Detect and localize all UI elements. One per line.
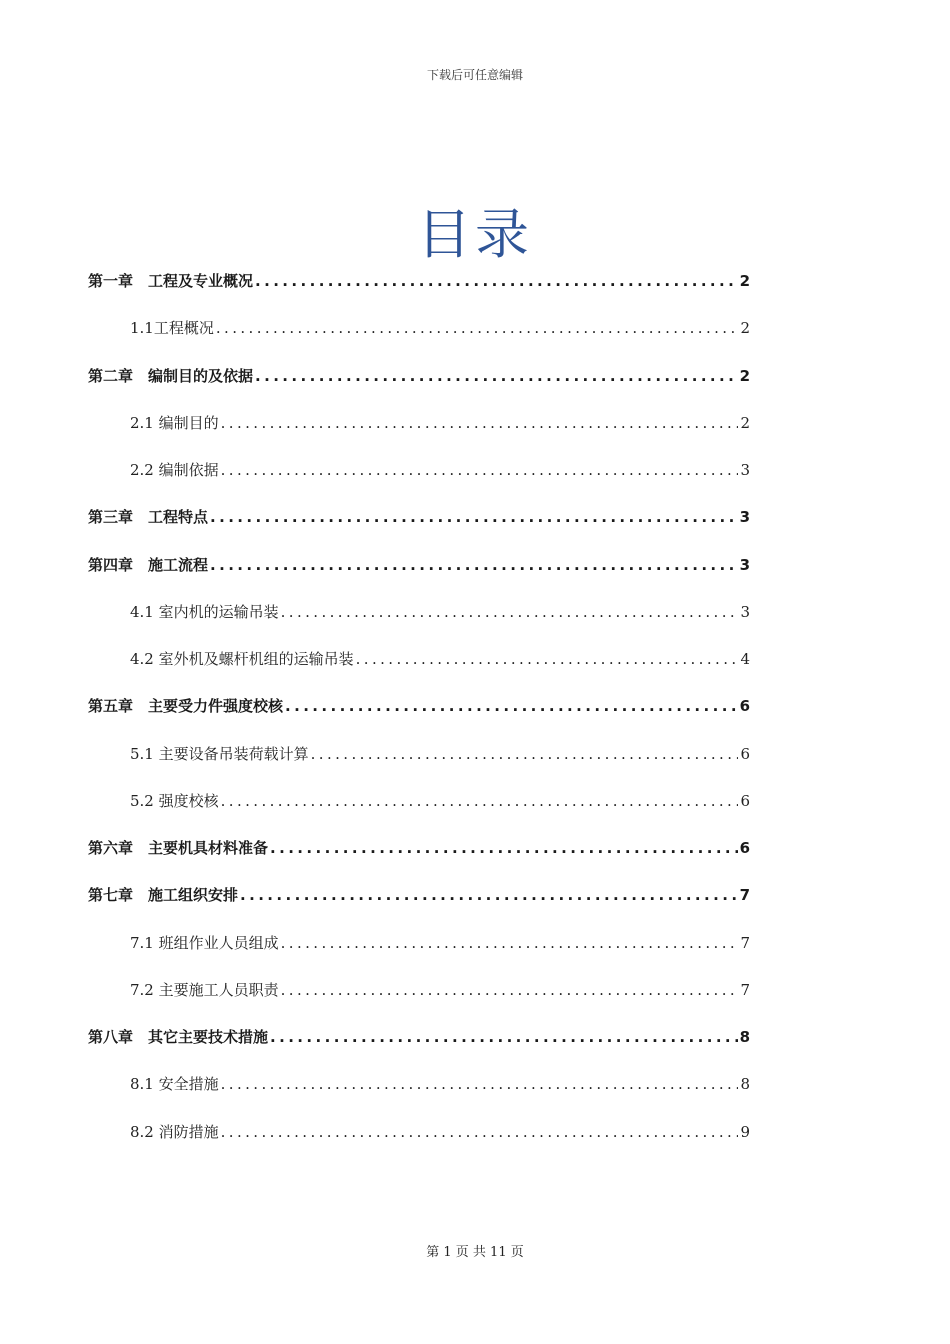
- toc-dot-leader: [240, 884, 738, 906]
- toc-dot-leader: [356, 648, 739, 670]
- toc-entry-label: 7.2 主要施工人员职责: [130, 980, 279, 999]
- toc-entry-page-number: 6: [740, 791, 750, 810]
- toc-dot-leader: [281, 979, 739, 1001]
- toc-entry-page-number: 2: [740, 319, 750, 338]
- toc-entry-label: 第三章 工程特点: [88, 508, 209, 527]
- toc-dot-leader: [221, 459, 739, 481]
- toc-dot-leader: [210, 506, 738, 528]
- toc-section-entry[interactable]: [88, 979, 750, 1026]
- toc-entry-label: 5.2 强度校核: [130, 791, 219, 810]
- toc-chapter-entry[interactable]: [88, 554, 750, 601]
- toc-dot-leader: [221, 1121, 739, 1143]
- table-of-contents: [88, 270, 750, 1168]
- toc-entry-page-number: 6: [739, 697, 750, 716]
- toc-dot-leader: [281, 601, 739, 623]
- page-number-footer: 第 1 页 共 11 页: [426, 1245, 524, 1260]
- toc-entry-label: 2.1 编制目的: [130, 413, 219, 432]
- toc-entry-label: 第一章 工程及专业概况: [88, 272, 254, 290]
- toc-section-entry[interactable]: [88, 743, 750, 790]
- toc-dot-leader: [270, 837, 738, 859]
- header-note: 下载后可任意编辑: [426, 68, 523, 82]
- toc-entry-page-number: 2: [739, 366, 750, 385]
- toc-dot-leader: [270, 1026, 738, 1048]
- toc-dot-leader: [221, 790, 739, 812]
- toc-entry-label: 第六章 主要机具材料准备: [88, 839, 269, 857]
- toc-entry-page-number: 3: [739, 508, 750, 527]
- toc-entry-label: 2.2 编制依据: [130, 461, 219, 479]
- toc-entry-label: 第八章 其它主要技术措施: [88, 1028, 269, 1046]
- toc-entry-label: 8.2 消防措施: [130, 1122, 219, 1141]
- toc-entry-label: 第四章 施工流程: [88, 555, 209, 574]
- toc-dot-leader: [221, 1073, 739, 1095]
- toc-entry-label: 5.1 主要设备吊装荷载计算: [130, 744, 309, 763]
- toc-entry-page-number: 2: [740, 413, 750, 432]
- toc-dot-leader: [281, 932, 739, 954]
- page-title: 目录: [417, 203, 533, 267]
- toc-chapter-entry[interactable]: [88, 365, 750, 412]
- toc-entry-page-number: 4: [740, 650, 750, 668]
- toc-section-entry[interactable]: [88, 1073, 750, 1120]
- toc-entry-page-number: 6: [740, 744, 750, 763]
- toc-chapter-entry[interactable]: [88, 270, 750, 317]
- toc-entry-page-number: 3: [739, 555, 750, 574]
- toc-dot-leader: [216, 317, 739, 339]
- toc-entry-label: 第二章 编制目的及依据: [88, 366, 254, 385]
- toc-chapter-entry[interactable]: [88, 506, 750, 553]
- toc-dot-leader: [221, 412, 739, 434]
- toc-entry-label: 7.1 班组作业人员组成: [130, 933, 279, 952]
- toc-entry-page-number: 8: [739, 1028, 750, 1046]
- toc-dot-leader: [311, 743, 739, 765]
- toc-entry-page-number: 3: [740, 461, 750, 479]
- toc-entry-label: 第七章 施工组织安排: [88, 886, 239, 905]
- toc-section-entry[interactable]: [88, 601, 750, 648]
- toc-dot-leader: [255, 270, 738, 292]
- toc-entry-page-number: 8: [740, 1075, 750, 1094]
- toc-chapter-entry[interactable]: [88, 837, 750, 884]
- toc-entry-label: 第五章 主要受力件强度校核: [88, 697, 284, 716]
- toc-chapter-entry[interactable]: [88, 1026, 750, 1073]
- toc-section-entry[interactable]: [88, 648, 750, 695]
- toc-section-entry[interactable]: [88, 932, 750, 979]
- toc-section-entry[interactable]: [88, 459, 750, 506]
- toc-dot-leader: [285, 695, 738, 717]
- toc-section-entry[interactable]: [88, 317, 750, 364]
- toc-section-entry[interactable]: [88, 412, 750, 459]
- toc-entry-page-number: 9: [740, 1122, 750, 1141]
- toc-entry-page-number: 2: [739, 272, 750, 290]
- toc-chapter-entry[interactable]: [88, 695, 750, 742]
- toc-entry-page-number: 3: [740, 602, 750, 621]
- toc-section-entry[interactable]: [88, 790, 750, 837]
- toc-entry-label: 4.2 室外机及螺杆机组的运输吊装: [130, 650, 354, 668]
- toc-entry-page-number: 7: [739, 886, 750, 905]
- toc-entry-page-number: 7: [740, 933, 750, 952]
- toc-entry-page-number: 7: [740, 980, 750, 999]
- toc-entry-page-number: 6: [739, 839, 750, 857]
- toc-entry-label: 1.1工程概况: [130, 319, 214, 338]
- toc-entry-label: 4.1 室内机的运输吊装: [130, 602, 279, 621]
- toc-dot-leader: [255, 365, 738, 387]
- toc-dot-leader: [210, 554, 738, 576]
- toc-chapter-entry[interactable]: [88, 884, 750, 931]
- toc-entry-label: 8.1 安全措施: [130, 1075, 219, 1094]
- toc-section-entry[interactable]: [88, 1121, 750, 1168]
